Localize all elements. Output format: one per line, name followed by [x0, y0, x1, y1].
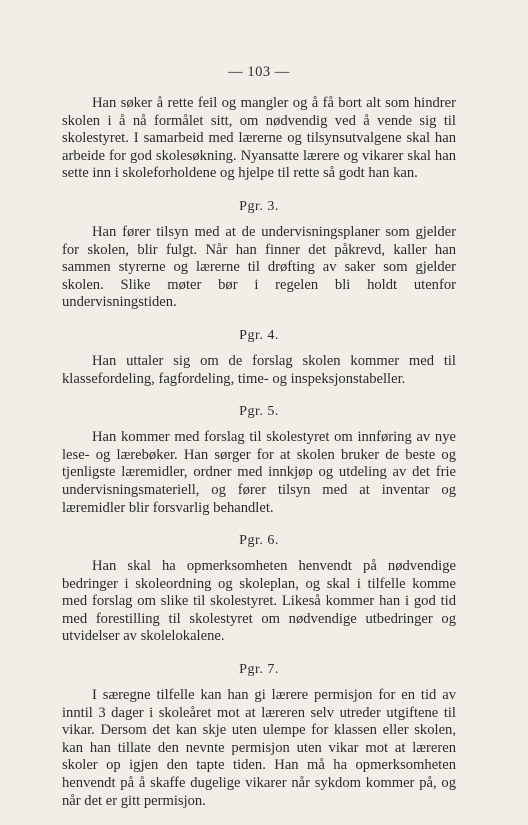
intro-text: Han søker å rette feil og mangler og å få bort alt som hindrer skolen i å nå formålet sitt, om nødvendig ved å vende sig til skolestyret. I samarbeid med lærerne og tilsynsutvalgene skal han arbeide for god skolesøkning. Nyansatte lærere og vikarer skal han sette inn i skoleforholdene og hjelpe til rette så godt han kan.	[62, 95, 456, 182]
section-paragraph-pgr-7	[62, 687, 456, 810]
section-heading-pgr-3: Pgr. 3.	[239, 198, 279, 214]
page-number: — 103 —	[228, 64, 290, 80]
section-heading-pgr-7: Pgr. 7.	[239, 662, 279, 678]
section-text: Han fører tilsyn med at de undervisningsplaner som gjelder for skolen, blir fulgt. Når han finner det påkrevd, kaller han sammen styrerne og lærerne til drøfting av saker som gjelder skolen. Slike møter bør i regelen bli holdt utenfor undervisningstiden.	[62, 223, 456, 311]
section-heading-pgr-5: Pgr. 5.	[239, 404, 279, 420]
section-paragraph-pgr-5	[62, 429, 456, 517]
section-heading-pgr-6: Pgr. 6.	[239, 533, 279, 549]
section-text: Han kommer med forslag til skolestyret om innføring av nye lese- og lærebøker. Han sørger for at skolen bruker de beste og tjenligste læremidler, ordner med innkjøp og utdeling av det frie undervisningsmateriell, og fører tilsyn med at inventar og læremidler blir forsvarlig behandlet.	[62, 429, 456, 516]
section-paragraph-pgr-4	[62, 353, 456, 388]
section-text: Han uttaler sig om de forslag skolen kommer med til klassefordeling, fagfordeling, time- og inspeksjonstabeller.	[62, 352, 456, 387]
section-text: I særegne tilfelle kan han gi lærere permisjon for en tid av inntil 3 dager i skoleåret mot at læreren selv utreder utgiftene til vikar. Dersom det kan skje uten ulempe for klassen eller skolen, kan han tillate den nevnte permisjon uten vikar mot at læreren skoler op igjen den tapte tiden. Han må ha opmerksomheten henvendt på å skaffe dugelige vikarer når sykdom kommer på, og når det er gitt permisjon.	[62, 687, 456, 809]
section-heading-pgr-4: Pgr. 4.	[239, 327, 279, 343]
section-paragraph-pgr-3	[62, 224, 456, 312]
section-paragraph-pgr-6	[62, 558, 456, 646]
intro-paragraph	[62, 95, 456, 183]
section-text: Han skal ha opmerksomheten henvendt på nødvendige bedringer i skoleordning og skoleplan, og skal i tilfelle komme med forslag om slike til skolestyret. Likeså kommer han i god tid med forestilling til skolestyret om nødvendige utbedringer og utvidelser av skolelokalene.	[62, 558, 456, 645]
